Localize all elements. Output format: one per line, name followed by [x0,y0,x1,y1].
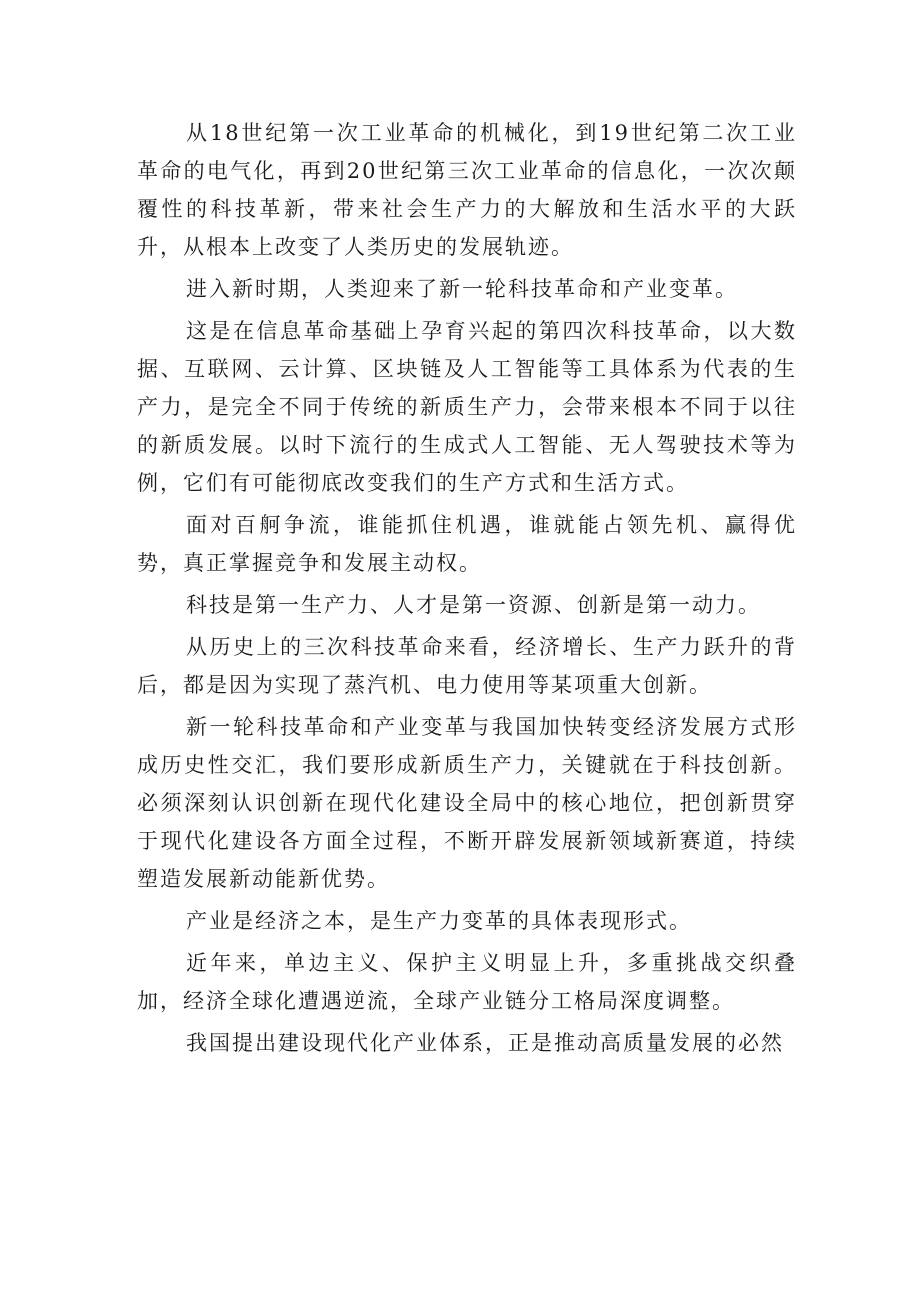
paragraph-1: 从18世纪第一次工业革命的机械化，到19世纪第二次工业革命的电气化，再到20世纪第三次工业革命的信息化，一次次颠覆性的科技革新，带来社会生产力的大解放和生活水平的大跃升，从根本上改变了人类历史的发展轨迹。 [137,121,797,259]
document-body [137,114,797,1066]
paragraph-4: 面对百舸争流，谁能抓住机遇，谁就能占领先机、赢得优势，真正掌握竞争和发展主动权。 [137,513,797,575]
paragraph-2: 进入新时期，人类迎来了新一轮科技革命和产业变革。 [186,277,738,301]
paragraph-3: 这是在信息革命基础上孕育兴起的第四次科技革命，以大数据、互联网、云计算、区块链及人工智能等工具体系为代表的生产力，是完全不同于传统的新质生产力，会带来根本不同于以往的新质发展。以时下流行的生成式人工智能、无人驾驶技术等为例，它们有可能彻底改变我们的生产方式和生活方式。 [137,319,797,495]
paragraph-8: 产业是经济之本，是生产力变革的具体表现形式。 [186,909,692,933]
paragraph-5: 科技是第一生产力、人才是第一资源、创新是第一动力。 [186,593,761,617]
paragraph-7: 新一轮科技革命和产业变革与我国加快转变经济发展方式形成历史性交汇，我们要形成新质生产力，关键就在于科技创新。必须深刻认识创新在现代化建设全局中的核心地位，把创新贯穿于现代化建设各方面全过程，不断开辟发展新领域新赛道，持续塑造发展新动能新优势。 [137,715,797,891]
paragraph-9: 近年来，单边主义、保护主义明显上升，多重挑战交织叠加，经济全球化遭遇逆流，全球产业链分工格局深度调整。 [137,951,797,1013]
paragraph-6: 从历史上的三次科技革命来看，经济增长、生产力跃升的背后，都是因为实现了蒸汽机、电力使用等某项重大创新。 [137,635,797,697]
paragraph-10: 我国提出建设现代化产业体系，正是推动高质量发展的必然 [186,1031,784,1055]
